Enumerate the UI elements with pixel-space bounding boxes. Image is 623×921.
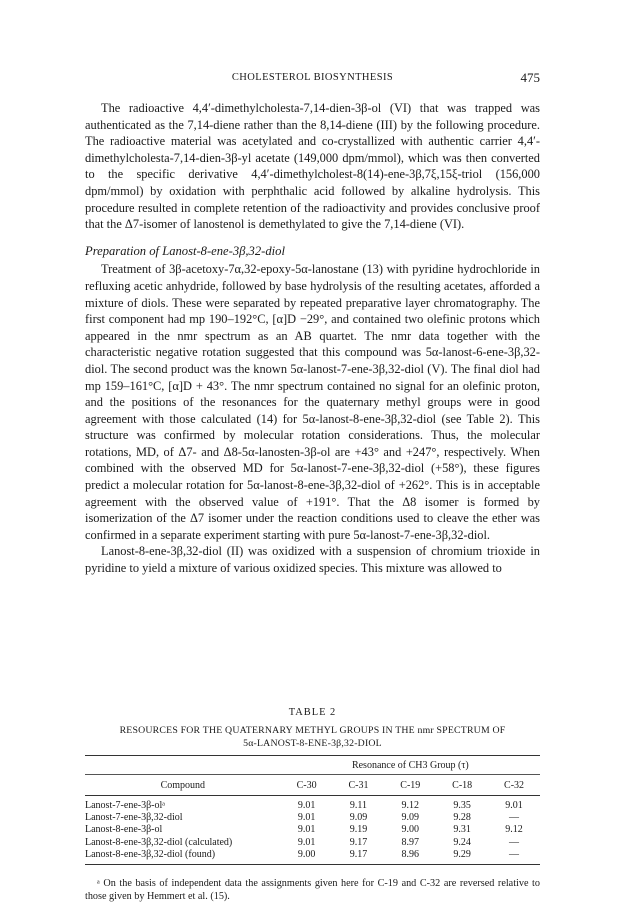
- table-caption-line-1: RESOURCES FOR THE QUATERNARY METHYL GROUPS IN THE nmr SPECTRUM OF: [119, 725, 506, 736]
- paragraph-authentication: The radioactive 4,4′-dimethylcholesta-7,14-dien-3β-ol (VI) that was trapped was authenticated as the 7,14-diene rather than the 8,14-diene (III) by the following procedure. The radioactive material was acetylated and co-crystallized with authentic carrier 4,4′-dimethylcholesta-7,14-dien-3β-yl acetate (149,000 dpm/mmol), which was then converted to the specific derivative 4,4′-dimethylcholest-8(14)-ene-3β,7ξ,15ξ-triol (156,000 dpm/mmol) by oxidation with perphthalic acid followed by alkaline hydrolysis. This procedure resulted in complete retention of the radioactivity and provides conclusive proof that the Δ7-isomer of lanostenol is demethylated to give the 7,14-diene (VI).: [85, 101, 540, 232]
- running-title: CHOLESTEROL BIOSYNTHESIS: [231, 72, 394, 83]
- value-cell: 9.19: [349, 824, 368, 836]
- paragraph-preparation: Treatment of 3β-acetoxy-7α,32-epoxy-5α-lanostane (13) with pyridine hydrochloride in refluxing acetic anhydride, followed by base hydrolysis of the resulting acetates, afforded a mixture of diols. These were separated by repeated preparative layer chromatography. The first component had mp 190–192°C, [α]D −29°, and contained two olefinic protons which appeared in the nmr spectrum as an AB quartet. The nmr data together with the characteristic negative rotation suggested that this compound was 5α-lanost-6-ene-3β,32-diol. The second product was the known 5α-lanost-7-ene-3β,32-diol (V). The final diol had mp 159–161°C, [α]D + 43°. The nmr spectrum contained no signal for an olefinic proton, and the positions of the resonances for the quaternary methyl groups were in good agreement with those calculated (14) for 5α-lanost-8-ene-3β,32-diol (see Table 2). This structure was confirmed by molecular rotation considerations. Thus, the molecular rotations, MD, of Δ7- and Δ8-5α-lanosten-3β-ol are +43° and +247°, respectively. When combined with the observed MD for 5α-lanost-7-ene-3β,32-diol (+58°), these figures predict a molecular rotation for 5α-lanost-8-ene-3β,32-diol of +262°. This is in acceptable agreement with the observed value of +191°. That the Δ8 isomer is formed by isomerization of the Δ7 isomer under the reaction conditions used to cleave the ether was confirmed in a separate experiment starting with pure 5α-lanost-7-ene-3β,32-diol.: [85, 262, 540, 542]
- section-heading: Preparation of Lanost-8-ene-3β,32-diol: [85, 243, 285, 258]
- article-body: [85, 100, 540, 577]
- value-cell: 9.09: [349, 812, 368, 824]
- value-cell: —: [488, 849, 540, 865]
- value-cell: —: [509, 836, 520, 848]
- value-cell: 9.01: [505, 800, 523, 811]
- table-row: [85, 849, 540, 865]
- column-header: C-32: [488, 775, 540, 796]
- resonance-table: [85, 755, 540, 865]
- value-cell: 9.28: [453, 812, 471, 824]
- table-caption: [85, 724, 540, 750]
- value-cell: 9.01: [297, 800, 316, 811]
- compound-column-header: Compound: [85, 775, 281, 796]
- value-cell: 9.00: [401, 824, 420, 836]
- compound-cell: Lanost-8-ene-3β,32-diol (calculated): [85, 836, 233, 848]
- table-row: [85, 837, 540, 849]
- table-caption-line-2: 5α-LANOST-8-ENE-3β,32-DIOL: [243, 738, 382, 749]
- table-footnote: ᵃ On the basis of independent data the assignments given here for C-19 and C-32 are reversed relative to those given by Hemmert et al. (15).: [85, 878, 540, 903]
- value-cell: 9.17: [349, 836, 368, 848]
- value-cell: 9.00: [281, 849, 333, 865]
- value-cell: 9.01: [297, 836, 316, 848]
- value-cell: —: [509, 812, 520, 824]
- table-row: [85, 824, 540, 836]
- value-cell: 9.24: [453, 836, 471, 848]
- column-header: C-18: [436, 775, 488, 796]
- page-number: 475: [520, 70, 540, 85]
- value-cell: 9.01: [297, 812, 316, 824]
- value-cell: 9.09: [401, 812, 420, 824]
- compound-cell: Lanost-7-ene-3β,32-diol: [85, 812, 183, 824]
- table-row: [85, 812, 540, 824]
- value-cell: 9.29: [436, 849, 488, 865]
- value-cell: 9.12: [505, 824, 523, 836]
- span-header: Resonance of CH3 Group (τ): [351, 760, 469, 771]
- compound-cell: Lanost-7-ene-3β-olᵃ: [85, 800, 166, 811]
- column-header: C-19: [384, 775, 436, 796]
- value-cell: 9.01: [297, 824, 316, 836]
- column-header: C-30: [281, 775, 333, 796]
- paragraph-oxidation: Lanost-8-ene-3β,32-diol (II) was oxidized with a suspension of chromium trioxide in pyridine to yield a mixture of various oxidized species. This mixture was allowed to: [85, 544, 540, 576]
- compound-cell: Lanost-8-ene-3β,32-diol (found): [85, 849, 281, 865]
- value-cell: 9.35: [453, 800, 471, 811]
- value-cell: 8.96: [384, 849, 436, 865]
- compound-cell: Lanost-8-ene-3β-ol: [85, 824, 163, 836]
- column-header: C-31: [333, 775, 385, 796]
- value-cell: 9.11: [349, 800, 368, 811]
- table-label: TABLE 2: [288, 707, 337, 718]
- value-cell: 8.97: [401, 836, 420, 848]
- value-cell: 9.31: [453, 824, 471, 836]
- table-2: [85, 707, 540, 904]
- running-header: [85, 70, 540, 88]
- value-cell: 9.17: [333, 849, 385, 865]
- table-row: [85, 796, 540, 813]
- value-cell: 9.12: [401, 800, 420, 811]
